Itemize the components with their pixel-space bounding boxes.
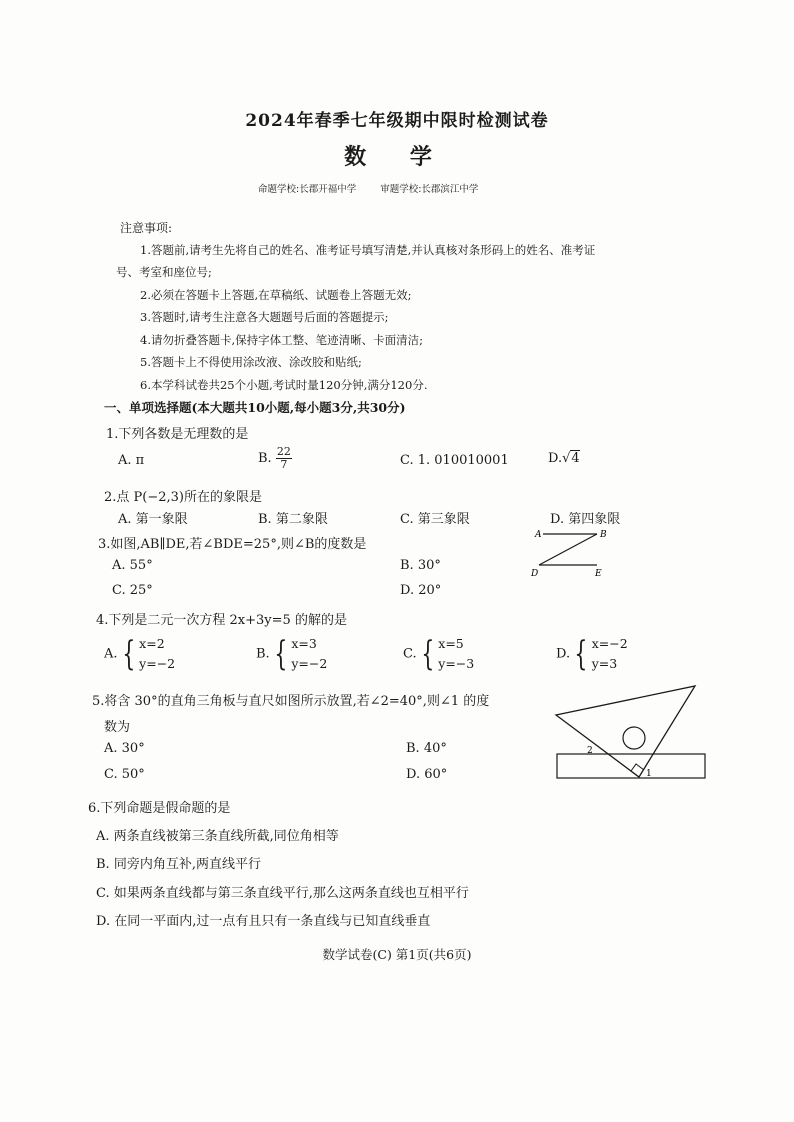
q4-option-a	[104, 634, 175, 674]
brace-icon: {	[574, 634, 588, 674]
q1-b-fraction	[276, 446, 292, 471]
q2-option-c: C. 第三象限	[400, 512, 470, 527]
q4-stem: 4.下列是二元一次方程 2x+3y=5 的解的是	[96, 613, 347, 628]
q1-option-c: C. 1. 010010001	[400, 453, 509, 468]
equation-system	[417, 634, 475, 674]
q1-option-a: A. π	[118, 453, 145, 468]
q3-option-c: C. 25°	[112, 583, 153, 598]
brace-icon: {	[274, 634, 287, 674]
subject-title: 数 学	[344, 144, 450, 170]
q4-c-prefix: C.	[403, 646, 417, 662]
q4-b-line2: y=−2	[291, 656, 328, 671]
q3-figure	[525, 524, 615, 580]
sqrt-icon: √	[562, 451, 571, 466]
q4-option-c	[403, 634, 474, 674]
proposer-school: 命题学校:长郡开福中学	[258, 184, 357, 195]
page-footer: 数学试卷(C) 第1页(共6页)	[322, 947, 472, 962]
note-item: 1.答题前,请考生先将自己的姓名、准考证号填写清楚,并认真核对条形码上的姓名、准考证	[140, 243, 596, 257]
q4-c-line2: y=−3	[438, 656, 475, 671]
reviewer-school: 审题学校:长郡滨江中学	[380, 184, 479, 195]
note-item: 4.请勿折叠答题卡,保持字体工整、笔迹清晰、卡面清洁;	[140, 333, 423, 347]
q5-option-d: D. 60°	[406, 767, 448, 782]
q2-option-a: A. 第一象限	[118, 512, 188, 527]
q4-a-prefix: A.	[104, 646, 118, 662]
q6-option-c: C. 如果两条直线都与第三条直线平行,那么这两条直线也互相平行	[96, 886, 469, 901]
school-info	[258, 181, 478, 195]
fig-label-b: B	[600, 530, 607, 540]
fig-label-d: D	[531, 569, 539, 579]
q4-a-line1: x=2	[139, 636, 165, 651]
q1-stem: 1.下列各数是无理数的是	[106, 427, 249, 442]
q1-option-b	[258, 446, 292, 471]
q4-a-line2: y=−2	[139, 656, 176, 671]
note-item: 2.必须在答题卡上答题,在草稿纸、试题卷上答题无效;	[140, 288, 412, 302]
q3-stem: 3.如图,AB∥DE,若∠BDE=25°,则∠B的度数是	[98, 537, 367, 552]
fig-angle-1: 1	[646, 769, 652, 779]
fig-angle-2: 2	[587, 746, 593, 756]
q4-b-prefix: B.	[256, 646, 270, 662]
q6-stem: 6.下列命题是假命题的是	[88, 801, 231, 816]
q6-option-d: D. 在同一平面内,过一点有且只有一条直线与已知直线垂直	[96, 914, 431, 929]
note-item: 6.本学科试卷共25个小题,考试时量120分钟,满分120分.	[140, 378, 428, 392]
q3-option-d: D. 20°	[400, 583, 442, 598]
equation-system	[270, 634, 328, 674]
q4-d-line2: y=3	[591, 656, 618, 671]
q2-option-d: D. 第四象限	[550, 512, 621, 527]
q2-stem: 2.点 P(−2,3)所在的象限是	[104, 490, 262, 505]
q1-d-radicand: 4	[571, 451, 580, 466]
q1-d-prefix: D.	[548, 451, 563, 466]
notes-title: 注意事项:	[120, 221, 173, 235]
q3-option-a: A. 55°	[112, 558, 153, 573]
q5-figure	[553, 683, 708, 783]
note-item: 号、考室和座位号;	[116, 265, 212, 279]
q4-d-prefix: D.	[556, 646, 571, 662]
q4-b-line1: x=3	[291, 636, 317, 651]
note-item: 3.答题时,请考生注意各大题题号后面的答题提示;	[140, 310, 389, 324]
exam-title: 2024年春季七年级期中限时检测试卷	[245, 111, 549, 131]
q1-b-numerator: 22	[276, 445, 291, 458]
equation-system	[118, 634, 176, 674]
q4-c-line1: x=5	[438, 636, 464, 651]
q6-option-b: B. 同旁内角互补,两直线平行	[96, 857, 261, 872]
q4-d-line1: x=−2	[591, 636, 628, 651]
q5-option-c: C. 50°	[104, 767, 145, 782]
q3-option-b: B. 30°	[400, 558, 441, 573]
q5-stem-line1: 5.将含 30°的直角三角板与直尺如图所示放置,若∠2=40°,则∠1 的度	[92, 694, 490, 709]
q1-b-denominator: 7	[280, 458, 288, 471]
q5-option-a: A. 30°	[104, 741, 145, 756]
q2-option-b: B. 第二象限	[258, 512, 328, 527]
brace-icon: {	[121, 634, 135, 674]
q5-stem-line2: 数为	[104, 720, 131, 735]
q4-option-d	[556, 634, 628, 674]
note-item: 5.答题卡上不得使用涂改液、涂改胶和贴纸;	[140, 355, 362, 369]
brace-icon: {	[420, 634, 434, 674]
fig-label-a: A	[535, 530, 542, 540]
q1-option-d	[548, 451, 580, 466]
q6-option-a: A. 两条直线被第三条直线所截,同位角相等	[96, 829, 339, 844]
q4-option-b	[256, 634, 327, 674]
section-title: 一、单项选择题(本大题共10小题,每小题3分,共30分)	[104, 400, 406, 415]
equation-system	[570, 634, 628, 674]
fig-label-e: E	[595, 569, 602, 579]
q1-b-prefix: B.	[258, 451, 272, 466]
q5-option-b: B. 40°	[406, 741, 447, 756]
